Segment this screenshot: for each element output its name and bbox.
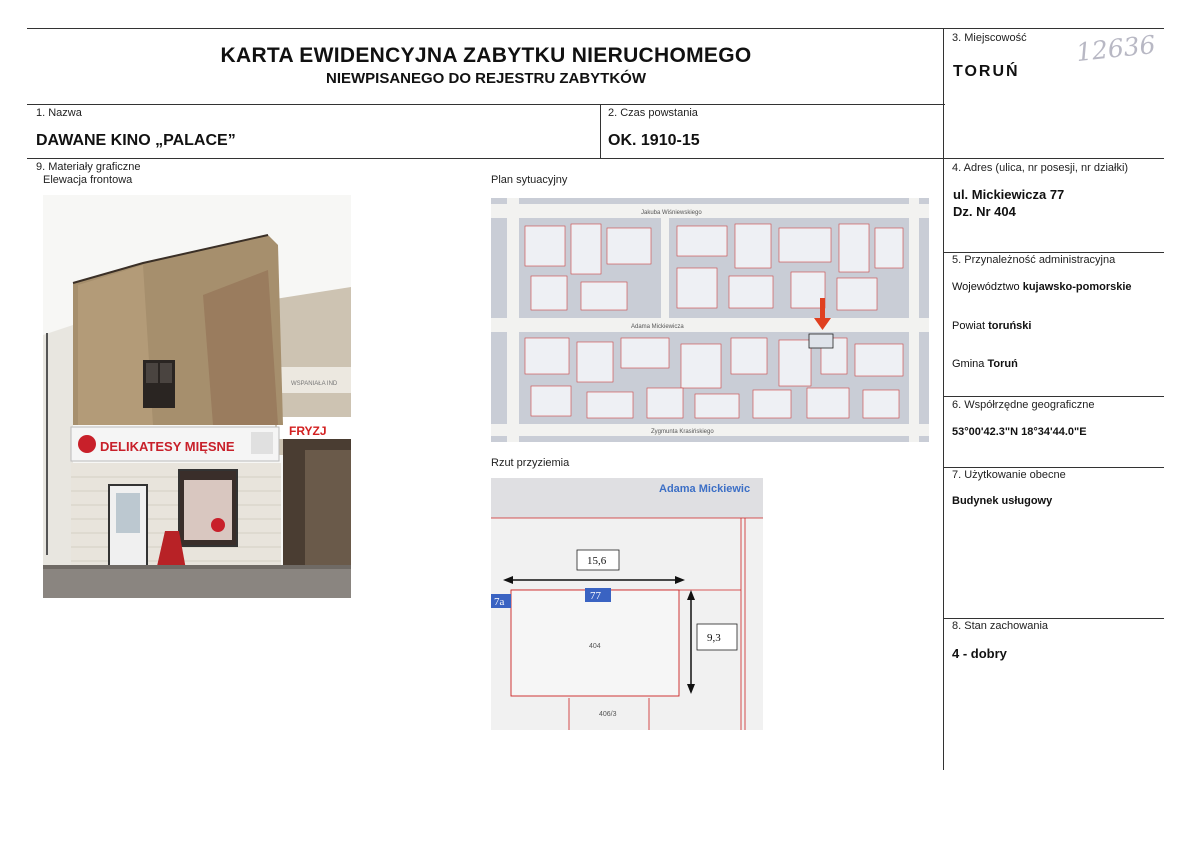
powiat-prefix: Powiat: [952, 320, 989, 332]
field-uzytkowanie-value: Budynek usługowy: [952, 495, 1053, 507]
field-przynaleznosc-label: 5. Przynależność administracyjna: [952, 254, 1116, 266]
floor-plan-neighbor-badge: 7a: [494, 596, 505, 608]
rzut-caption: Rzut przyziemia: [491, 457, 570, 469]
plan-street-top-label: Jakuba Wiśniewskiego: [641, 210, 702, 216]
field-nazwa-label: 1. Nazwa: [36, 107, 82, 119]
plan-caption: Plan sytuacyjny: [491, 174, 568, 186]
gmina-value: Toruń: [987, 358, 1018, 370]
floor-plan-parcel-label: 404: [589, 643, 601, 650]
field6-bottom-line: [943, 467, 1164, 468]
floor-plan: [491, 478, 763, 730]
right-column-divider: [943, 28, 944, 770]
field-miejscowosc-label: 3. Miejscowość: [952, 32, 1027, 44]
powiat-value: toruński: [988, 320, 1032, 332]
field-wojewodztwo: [952, 281, 1132, 293]
field-powiat: [952, 320, 1031, 332]
field-gmina: [952, 358, 1018, 370]
field-wspolrzedne-value: 53°00'42.3"N 18°34'44.0"E: [952, 426, 1087, 438]
elevation-caption: Elewacja frontowa: [43, 174, 133, 186]
header-bottom-line: [27, 104, 945, 105]
field-wspolrzedne-label: 6. Współrzędne geograficzne: [952, 399, 1095, 411]
site-plan-map: [491, 198, 929, 442]
field-uzytkowanie-label: 7. Użytkowanie obecne: [952, 469, 1066, 481]
field-stan-label: 8. Stan zachowania: [952, 620, 1049, 632]
photo-sign-delikatesy: DELIKATESY MIĘSNE: [100, 439, 235, 454]
card-subtitle: NIEWPISANEGO DO REJESTRU ZABYTKÓW: [325, 70, 647, 87]
field-adres-line1: ul. Mickiewicza 77: [953, 187, 1065, 202]
field-stan-value: 4 - dobry: [952, 646, 1007, 661]
floor-plan-width-dimension: 15,6: [587, 555, 607, 567]
wojewodztwo-value: kujawsko-pomorskie: [1022, 281, 1132, 293]
photo-sign-wspaniala: WSPANIAŁA IND: [291, 381, 338, 387]
field-adres-label: 4. Adres (ulica, nr posesji, nr działki): [952, 162, 1129, 174]
field-czas-value: OK. 1910-15: [608, 132, 700, 149]
floor-plan-depth-dimension: 9,3: [707, 632, 721, 644]
card-title: KARTA EWIDENCYJNA ZABYTKU NIERUCHOMEGO: [220, 44, 752, 67]
field-czas-label: 2. Czas powstania: [608, 107, 698, 119]
field5-bottom-line: [943, 396, 1164, 397]
gmina-prefix: Gmina: [952, 358, 988, 370]
field-miejscowosc-value: TORUŃ: [953, 63, 1020, 80]
handwritten-catalog-number: 12636: [1074, 29, 1157, 68]
center-divider: [600, 104, 601, 158]
row1-bottom-line: [27, 158, 1164, 159]
plan-street-bottom-label: Zygmunta Krasińskiego: [651, 429, 714, 435]
floor-plan-street-label: Adama Mickiewic: [659, 483, 751, 495]
field-nazwa-value: DAWANE KINO „PALACE”: [36, 132, 236, 149]
floor-plan-house-badge: 77: [590, 590, 601, 602]
top-border-line: [27, 28, 1164, 29]
field7-bottom-line: [943, 618, 1164, 619]
floor-plan-parcel-below-label: 406/3: [599, 711, 617, 718]
field-adres-line2: Dz. Nr 404: [953, 204, 1016, 219]
photo-sign-fryzjer: FRYZJ: [289, 424, 327, 438]
front-elevation-photo: [43, 195, 351, 598]
plan-street-mid-label: Adama Mickiewicza: [631, 324, 684, 330]
field-materialy-label: 9. Materiały graficzne: [36, 161, 141, 173]
field4-bottom-line: [943, 252, 1164, 253]
wojewodztwo-prefix: Województwo: [952, 281, 1023, 293]
